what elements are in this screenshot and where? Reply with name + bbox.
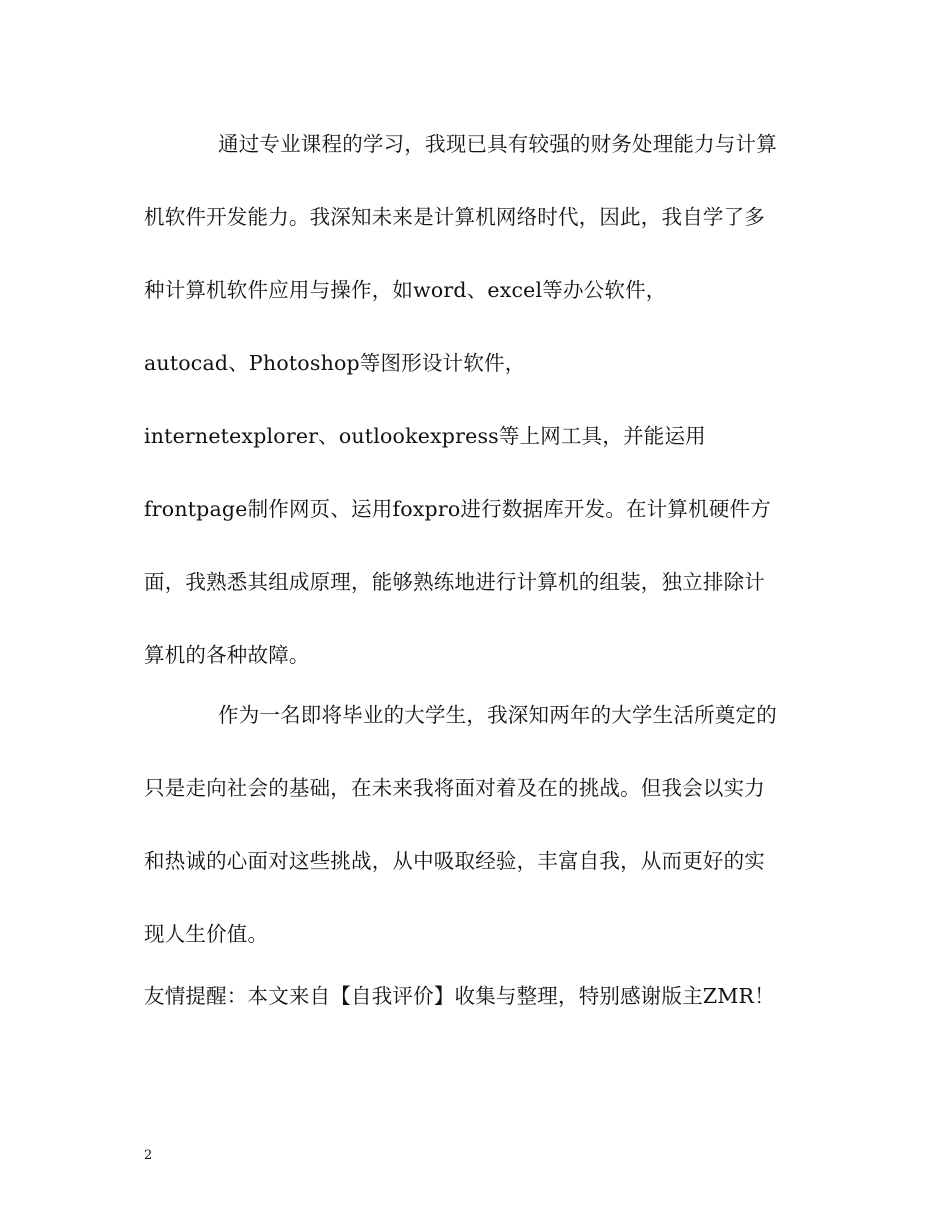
paragraph-line: 现人生价值。: [144, 922, 269, 946]
paragraph-line: 面，我熟悉其组成原理，能够熟练地进行计算机的组装，独立排除计: [144, 570, 765, 594]
paragraph-line: 机软件开发能力。我深知未来是计算机网络时代，因此，我自学了多: [144, 205, 765, 229]
paragraph-line: autocad、Photoshop等图形设计软件，: [144, 351, 526, 375]
paragraph-line: frontpage制作网页、运用foxpro进行数据库开发。在计算机硬件方: [144, 497, 771, 521]
paragraph-line: 通过专业课程的学习，我现已具有较强的财务处理能力与计算: [218, 132, 777, 156]
paragraph-line: 种计算机软件应用与操作，如word、excel等办公软件，: [144, 278, 667, 302]
paragraph-line: 只是走向社会的基础，在未来我将面对着及在的挑战。但我会以实力: [144, 776, 765, 800]
page-number: 2: [144, 1148, 153, 1163]
paragraph-line: 算机的各种故障。: [144, 643, 310, 667]
paragraph-line: 和热诚的心面对这些挑战，从中吸取经验，丰富自我，从而更好的实: [144, 849, 765, 873]
paragraph-line: internetexplorer、outlookexpress等上网工具，并能运用: [144, 424, 706, 448]
source-note: 友情提醒：本文来自【自我评价】收集与整理，特别感谢版主ZMR！: [144, 984, 775, 1008]
paragraph-line: 作为一名即将毕业的大学生，我深知两年的大学生活所奠定的: [218, 703, 777, 727]
